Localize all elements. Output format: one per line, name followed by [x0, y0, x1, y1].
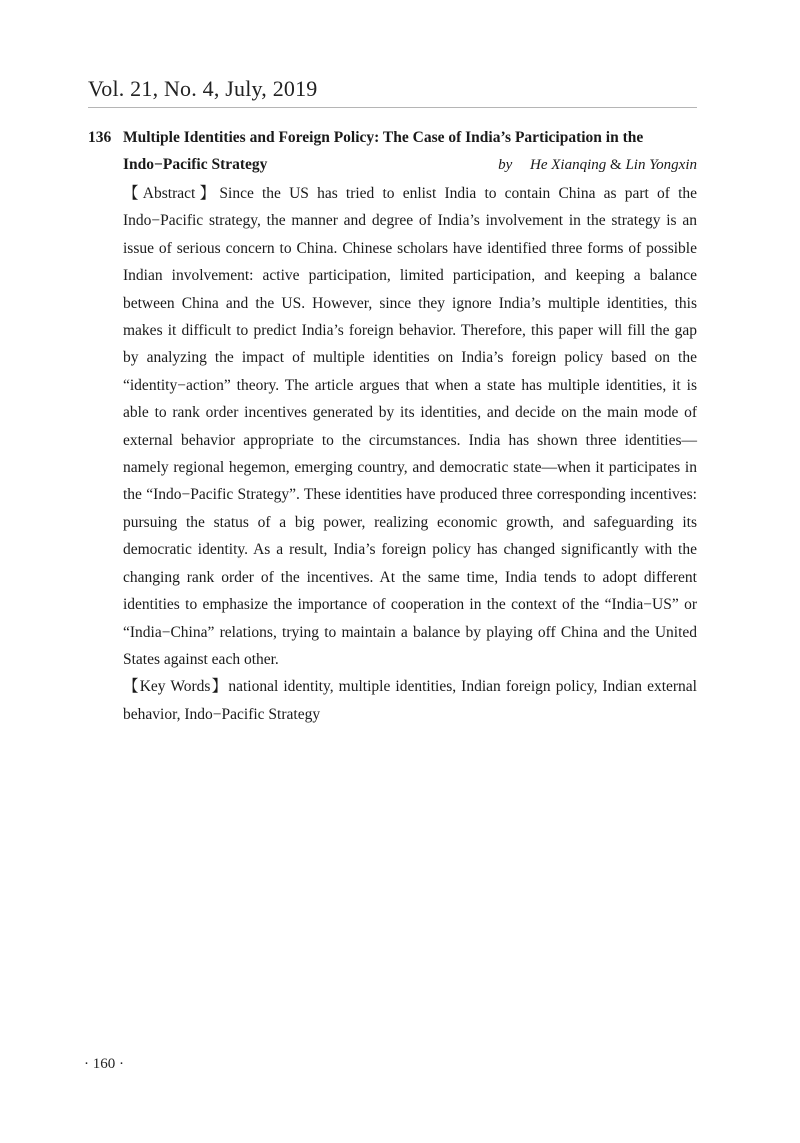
keywords-text: national identity, multiple identities, Indian foreign policy, Indian external behavior, Indo−Pacific Strategy [123, 678, 697, 723]
keywords-paragraph [123, 673, 697, 728]
abstract-label: 【Abstract】 [123, 185, 220, 202]
author-name: Lin Yongxin [625, 157, 697, 173]
article-title-block [88, 124, 697, 179]
byline [498, 152, 697, 179]
running-head: Vol. 21, No. 4, July, 2019 [88, 76, 318, 101]
abstract-paragraph [123, 180, 697, 673]
abstract-text: Since the US has tried to enlist India to contain China as part of the Indo−Pacific strategy, the manner and degree of India’s involvement in the strategy is an issue of serious concern to China. Chinese scholars have identified three forms of possible Indian involvement: active participation, limited participation, and keeping a balance between China and the US. However, since they ignore India’s multiple identities, this makes it difficult to predict India’s foreign behavior. Therefore, this paper will fill the gap by analyzing the impact of multiple identities on India’s foreign policy based on the “identity−action” theory. The article argues that when a state has multiple identities, it is able to rank order incentives generated by its identities, and decide on the main mode of external behavior appropriate to the circumstances. India has shown three identities—namely regional hegemon, emerging country, and democratic state—when it participates in the “Indo−Pacific Strategy”. These identities have produced three corresponding incentives: pursuing the status of a big power, realizing economic growth, and safeguarding its democratic identity. As a result, India’s foreign policy has changed significantly with the changing rank order of the incentives. At the same time, India tends to adopt different identities to emphasize the importance of cooperation in the context of the “India−US” or “India−China” relations, trying to maintain a balance by playing off China and the United States against each other. [123, 185, 698, 668]
article-title-line-2-row [123, 151, 697, 179]
header-divider [88, 107, 697, 108]
footer-page-number: · 160 · [84, 1056, 124, 1072]
article-entry [88, 124, 697, 728]
article-page-number: 136 [88, 129, 112, 146]
author-name: He Xianqing [530, 157, 607, 173]
byline-by-label: by [498, 157, 513, 173]
author-separator: & [610, 157, 622, 173]
keywords-label: 【Key Words】 [123, 678, 229, 696]
article-title-line-2: Indo−Pacific Strategy [123, 156, 268, 173]
article-title-line-1: Multiple Identities and Foreign Policy: The Case of India’s Participation in the [123, 129, 644, 146]
